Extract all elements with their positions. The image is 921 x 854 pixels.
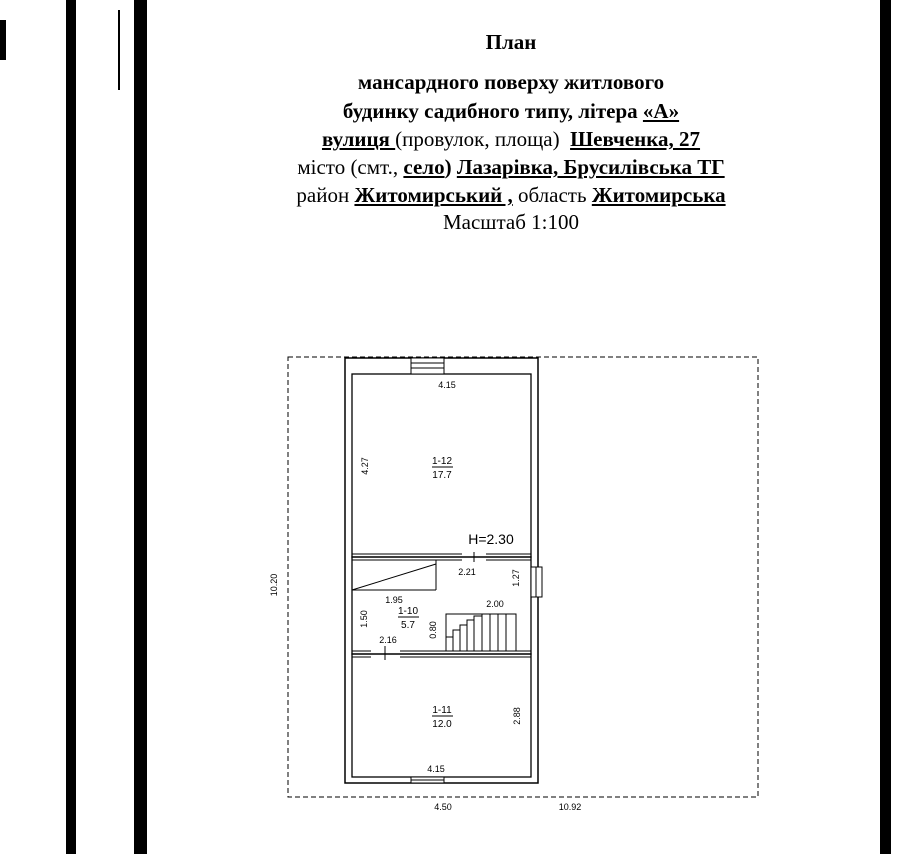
city-close-paren: ) xyxy=(444,155,452,179)
window-right xyxy=(531,567,542,597)
dim-hall-width-a: 2.21 xyxy=(458,567,476,577)
dim-hall-width-b: 2.00 xyxy=(486,599,504,609)
dim-outer-width: 4.50 xyxy=(434,802,452,812)
dim-bottom-width: 4.15 xyxy=(427,764,445,774)
window-bottom xyxy=(411,777,444,783)
room-11-area: 12.0 xyxy=(432,719,452,730)
ceiling-height: H=2.30 xyxy=(468,531,514,547)
dim-room11-height: 2.88 xyxy=(512,707,522,725)
dim-plot-width: 10.92 xyxy=(558,802,582,812)
building-letter: «А» xyxy=(642,99,680,123)
room-12-id: 1-12 xyxy=(431,456,453,467)
rayon-value: Житомирський , xyxy=(354,183,513,207)
street-label: вулиця xyxy=(321,127,396,151)
room-10-area: 5.7 xyxy=(401,620,415,631)
dim-hall-height: 1.50 xyxy=(359,610,369,628)
dim-stair-len: 1.95 xyxy=(385,595,403,605)
oblast-label: область xyxy=(512,183,592,207)
dim-hall-dim-b: 1.27 xyxy=(511,569,521,587)
page-title: План xyxy=(485,30,537,54)
window-top xyxy=(411,358,444,374)
room-12-area: 17.7 xyxy=(432,470,452,481)
dim-top-width: 4.15 xyxy=(438,380,456,390)
dim-hall-width-c: 2.16 xyxy=(379,635,397,645)
dim-plot-height: 10.20 xyxy=(269,573,279,597)
city-label: місто (смт., xyxy=(297,155,404,179)
city-value: Лазарівка, Брусилівська ТГ xyxy=(456,155,725,179)
street-value: Шевченка, 27 xyxy=(570,127,701,151)
dim-stair-width: 0.80 xyxy=(428,621,438,639)
door-upper xyxy=(462,552,486,562)
dim-room12-height: 4.27 xyxy=(360,457,370,475)
rayon-label: район xyxy=(296,183,355,207)
subtitle-text: мансардного поверху житлового xyxy=(357,70,665,94)
street-alt-label: (провулок, площа) xyxy=(395,127,560,151)
building-type: будинку садибного типу, літера xyxy=(342,99,643,123)
oblast-value: Житомирська xyxy=(591,183,726,207)
selo-label: село xyxy=(403,155,445,179)
room-10-id: 1-10 xyxy=(397,606,419,617)
scale-text: Масштаб 1:100 xyxy=(442,210,579,234)
room-11-id: 1-11 xyxy=(432,705,452,716)
